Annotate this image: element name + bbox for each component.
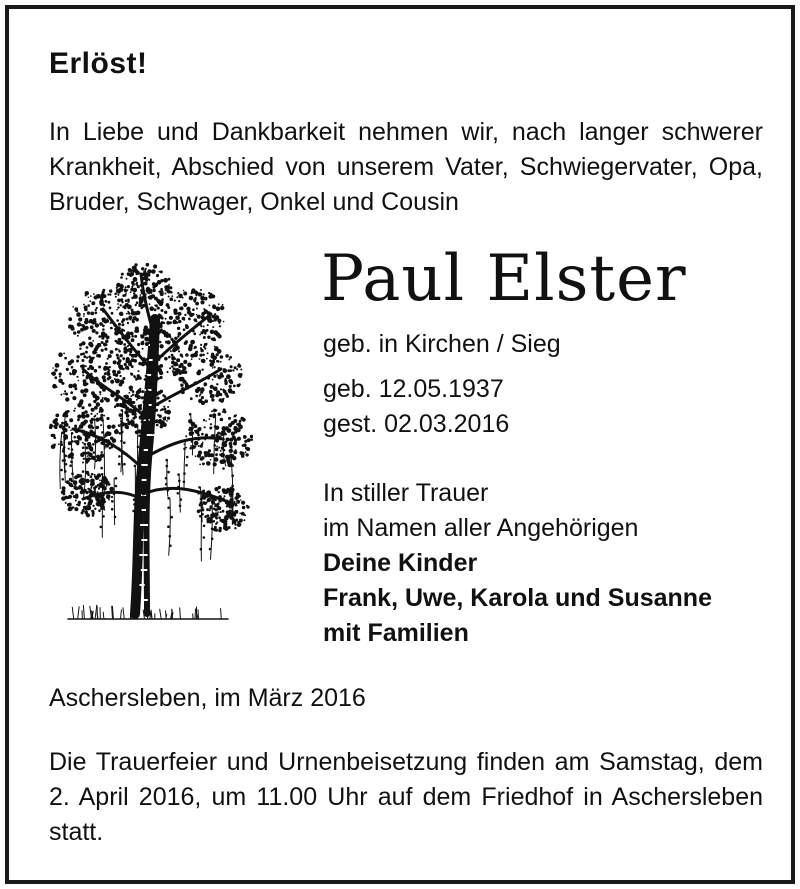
funeral-info: Die Trauerfeier und Urnenbeisetzung finden am Samstag, dem 2. April 2016, um 11.00 Uhr auf dem Friedhof in Aschersleben statt. [49,748,763,846]
mourners-line-5: mit Familien [323,619,469,647]
details-column [323,327,763,651]
birth-date: geb. 12.05.1937 [323,375,504,403]
obituary-frame [5,5,795,884]
mourners-line-1: In stiller Trauer [323,479,489,507]
obituary-content [9,9,791,880]
mourners-line-3: Deine Kinder [323,549,478,577]
heading: Erlöst! [49,47,148,80]
birthplace: geb. in Kirchen / Sieg [323,330,561,358]
mourners-line-2: im Namen aller Angehörigen [323,514,639,542]
mourners-line-4: Frank, Uwe, Karola und Susanne [323,584,712,612]
deceased-name: Paul Elster [321,242,687,316]
birch-tree-illustration [43,259,253,629]
intro-text: In Liebe und Dankbarkeit nehmen wir, nach langer schwerer Krankheit, Abschied von unserem Vater, Schwiegervater, Opa, Bruder, Schwager, Onkel und Cousin [49,118,763,216]
place-date: Aschersleben, im März 2016 [49,684,366,712]
death-date: gest. 02.03.2016 [323,410,510,438]
